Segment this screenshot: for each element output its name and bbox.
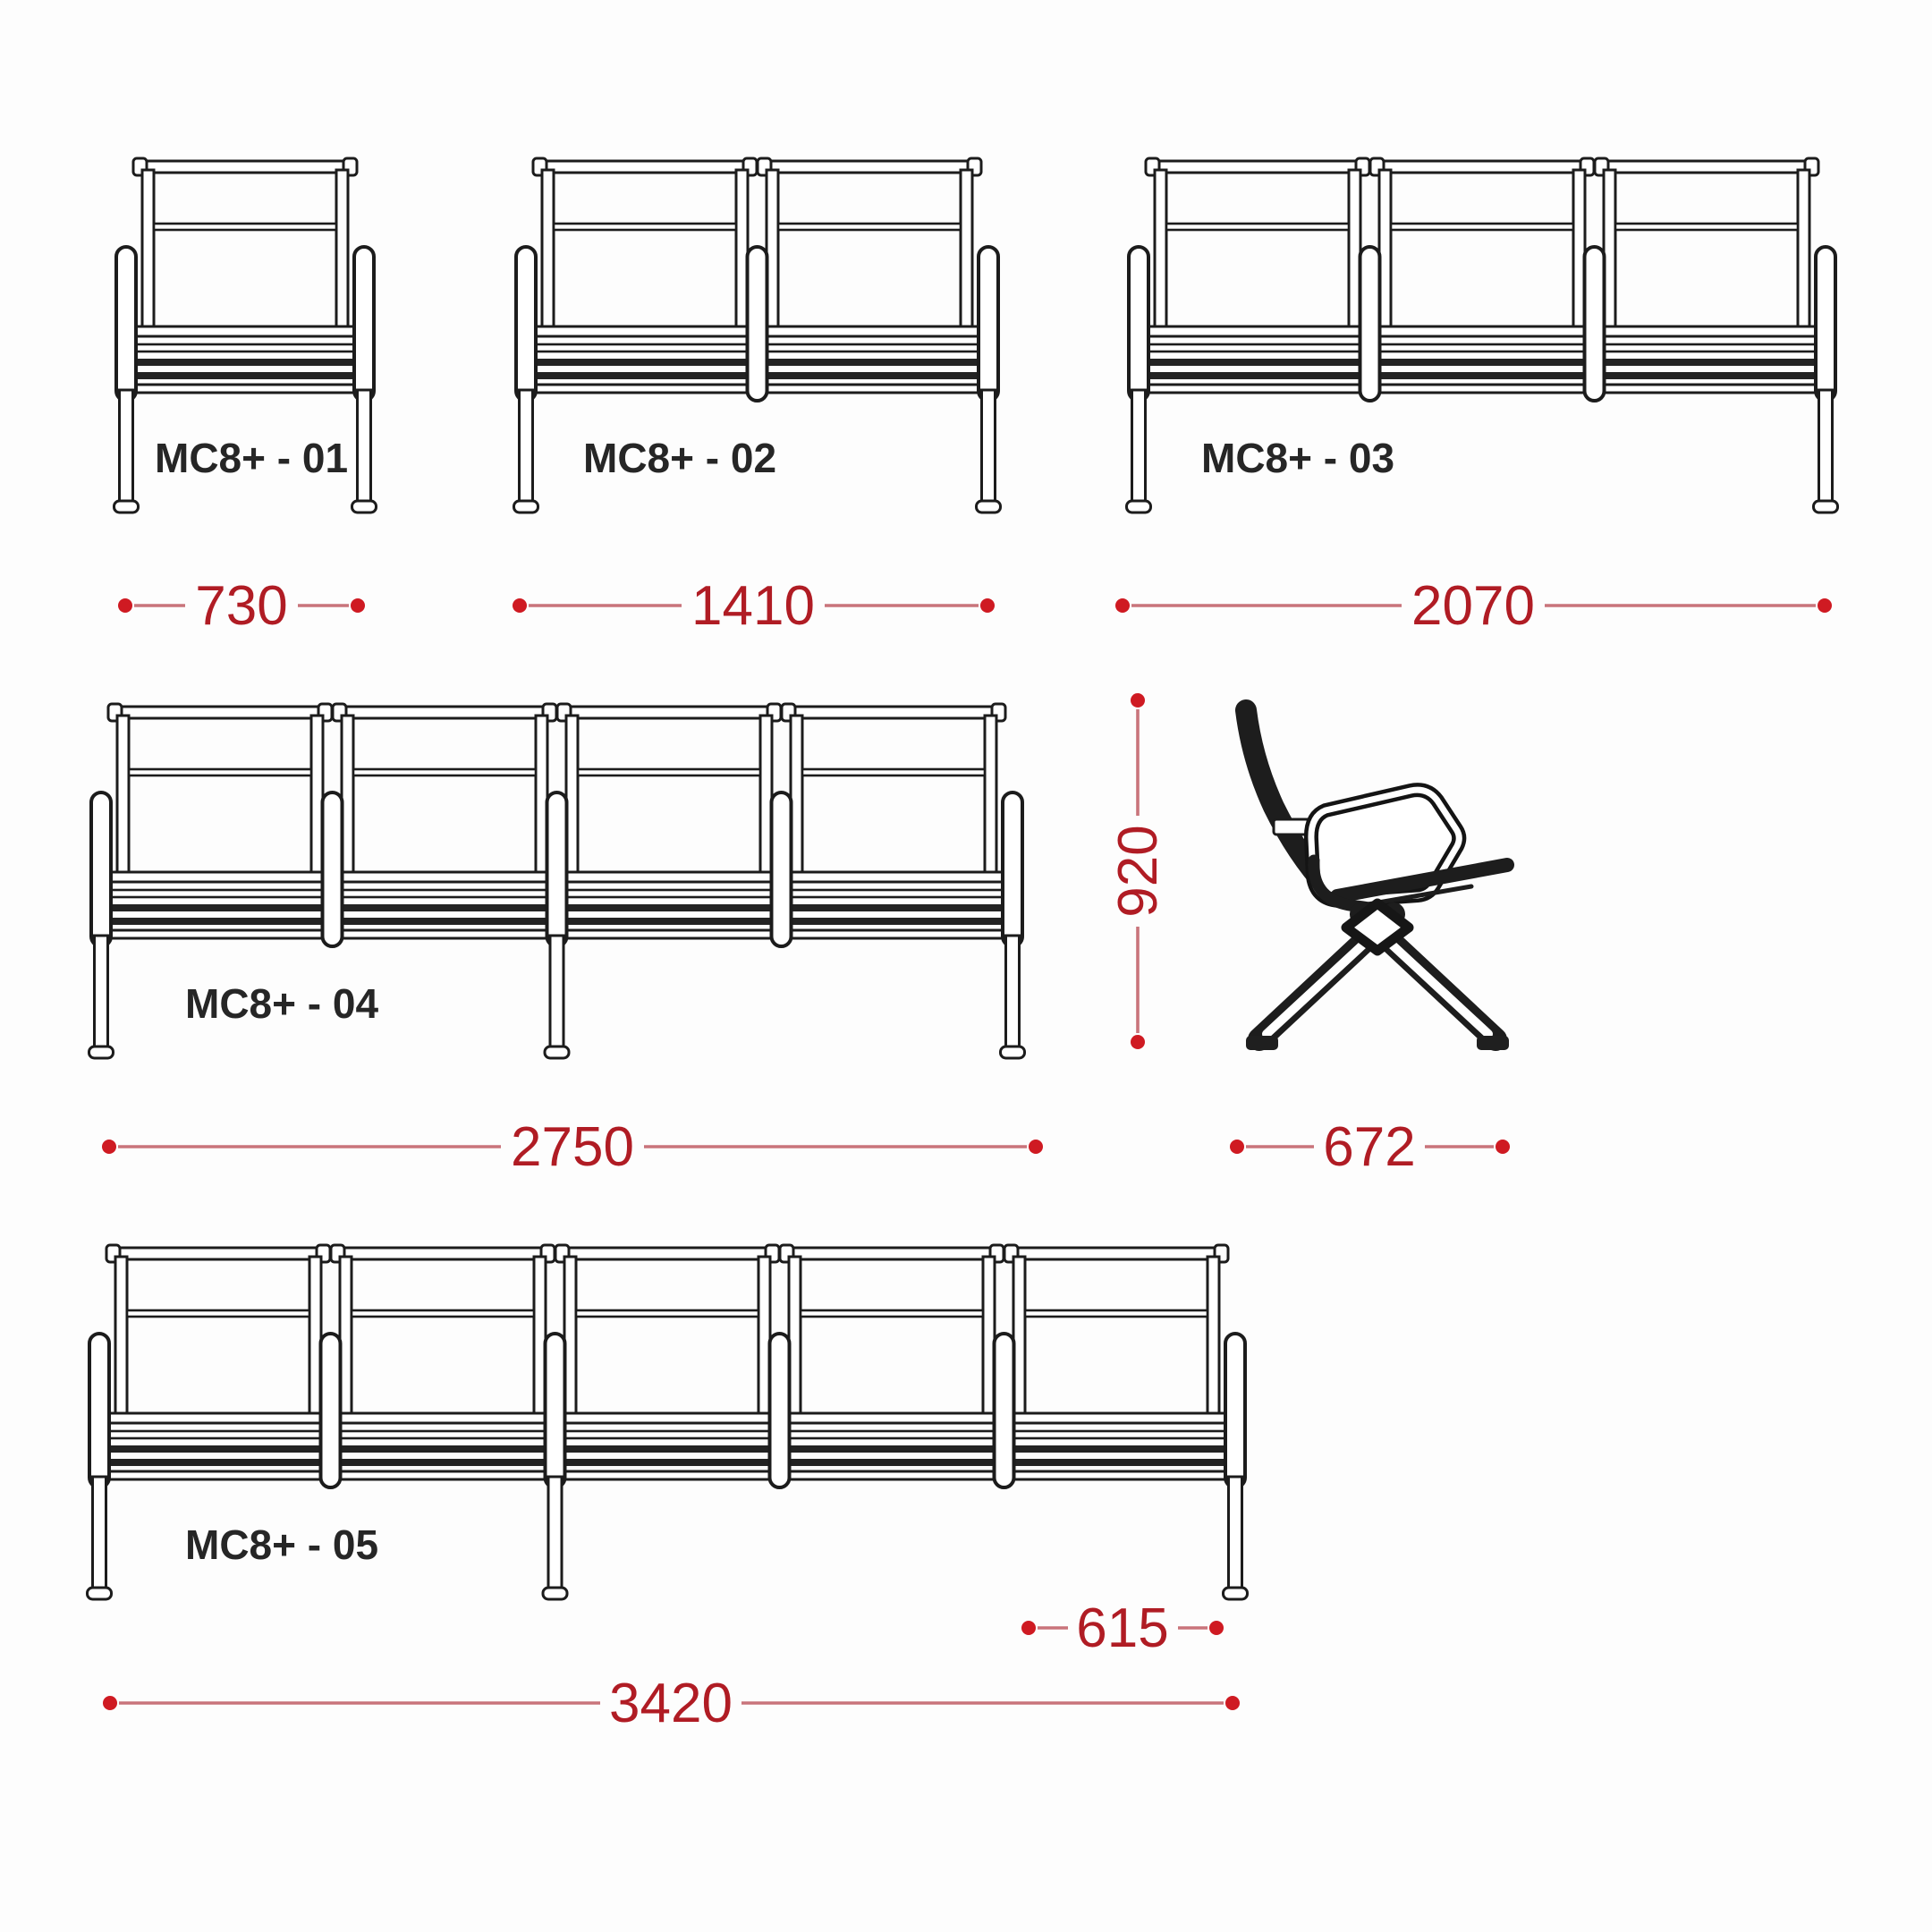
dim-dot <box>103 1696 117 1710</box>
dim-dot <box>513 598 527 613</box>
base-foot-front <box>1246 1036 1278 1050</box>
dimension-730 <box>118 575 365 637</box>
bench-front-4seat <box>89 704 1025 1058</box>
model-label: MC8+ - 03 <box>1201 435 1395 481</box>
beam-rail <box>116 385 372 393</box>
beam-rail <box>1129 344 1835 352</box>
beam-rails <box>89 1413 1245 1479</box>
dim-dot <box>1230 1140 1244 1154</box>
seat-module <box>333 704 556 875</box>
seat-module <box>1370 158 1594 329</box>
seat-module <box>555 1245 779 1416</box>
dim-value: 3420 <box>609 1673 733 1734</box>
armrest-left <box>116 247 136 401</box>
dim-dot <box>1209 1621 1224 1635</box>
dim-value: 2750 <box>511 1116 634 1178</box>
leg-left <box>89 936 114 1058</box>
dim-dot <box>1131 693 1145 708</box>
armrest-right <box>1003 792 1022 946</box>
dim-value: 1410 <box>691 575 815 637</box>
armrest-middle <box>321 1334 341 1487</box>
x-base <box>1246 903 1509 1050</box>
bench-front-5seat <box>88 1245 1248 1599</box>
dim-dot <box>1131 1035 1145 1049</box>
dimension-3420 <box>103 1673 1240 1734</box>
leg-left <box>88 1477 112 1599</box>
armrest-left <box>516 247 536 401</box>
model-label: MC8+ - 05 <box>185 1521 379 1568</box>
armrest-right <box>1225 1334 1245 1487</box>
dimension-615 <box>1021 1597 1224 1659</box>
dim-dot <box>1029 1140 1043 1154</box>
seat-module <box>557 704 781 875</box>
dimension-672 <box>1230 1116 1510 1178</box>
beam-rail <box>1129 385 1835 393</box>
armrest-left <box>91 792 111 946</box>
leg-right <box>1001 936 1025 1058</box>
armrest-middle <box>1360 247 1380 401</box>
leg-middle <box>545 936 569 1058</box>
leg-left <box>1127 390 1151 513</box>
leg-left <box>114 390 139 513</box>
armrest-middle <box>770 1334 790 1487</box>
beam-bar-dark <box>89 1445 1245 1453</box>
dim-dot <box>1225 1696 1240 1710</box>
chair-side-view <box>1246 710 1509 1050</box>
model-label: MC8+ - 04 <box>185 980 379 1027</box>
dim-dot <box>102 1140 116 1154</box>
armrest-middle <box>772 792 792 946</box>
armrest-middle <box>748 247 767 401</box>
dim-dot <box>351 598 365 613</box>
dimension-920-vertical <box>1107 693 1169 1049</box>
leg-right <box>1814 390 1838 513</box>
beam-rail <box>89 1431 1245 1438</box>
leg-right <box>977 390 1001 513</box>
leg-right <box>352 390 377 513</box>
seat-module <box>331 1245 555 1416</box>
seat-module <box>780 1245 1004 1416</box>
bench-front-2seat <box>514 158 1001 513</box>
dim-dot <box>1115 598 1130 613</box>
dim-dot <box>1496 1140 1510 1154</box>
bench-front-1seat <box>114 158 377 513</box>
beam-rail <box>1129 326 1835 336</box>
armrest-middle <box>547 792 567 946</box>
beam-rails <box>1129 326 1835 393</box>
bench-front-3seat <box>1127 158 1838 513</box>
beam-rail <box>116 344 372 352</box>
leg-middle <box>543 1477 567 1599</box>
base-foot-rear <box>1477 1036 1509 1050</box>
dim-value: 730 <box>195 575 288 637</box>
armrest-middle <box>323 792 343 946</box>
seat-module <box>1004 1245 1228 1416</box>
dim-dot <box>1818 598 1832 613</box>
seat-module <box>108 704 332 875</box>
dim-value: 920 <box>1107 825 1169 918</box>
leg-left <box>514 390 538 513</box>
model-label: MC8+ - 02 <box>583 435 777 481</box>
seat-module <box>1595 158 1818 329</box>
beam-rail <box>89 1413 1245 1423</box>
beam-bar-dark <box>1129 372 1835 379</box>
dimension-2750 <box>102 1116 1043 1178</box>
seat-module <box>133 158 357 329</box>
armrest-right <box>979 247 998 401</box>
dim-value: 615 <box>1076 1597 1169 1659</box>
beam-rail <box>89 1471 1245 1479</box>
armrest-left <box>89 1334 109 1487</box>
beam-bar-dark <box>89 1459 1245 1466</box>
beam-bar-dark <box>116 372 372 379</box>
armrest-left <box>1129 247 1148 401</box>
dim-dot <box>118 598 132 613</box>
dim-dot <box>1021 1621 1036 1635</box>
dim-value: 2070 <box>1411 575 1535 637</box>
beam-bar-dark <box>1129 359 1835 366</box>
beam-rails <box>116 326 372 393</box>
seat-module <box>533 158 757 329</box>
dimension-2070 <box>1115 575 1832 637</box>
armrest-right <box>1816 247 1835 401</box>
armrest-middle <box>995 1334 1014 1487</box>
beam-rail <box>116 326 372 336</box>
seat-module <box>1146 158 1369 329</box>
dimension-1410 <box>513 575 995 637</box>
seat-module <box>758 158 981 329</box>
armrest-middle <box>546 1334 565 1487</box>
beam-bar-dark <box>116 359 372 366</box>
armrest-right <box>354 247 374 401</box>
model-label: MC8+ - 01 <box>155 435 349 481</box>
seat-module <box>106 1245 330 1416</box>
dim-dot <box>980 598 995 613</box>
seat-module <box>782 704 1005 875</box>
dim-value: 672 <box>1323 1116 1416 1178</box>
armrest-middle <box>1585 247 1605 401</box>
leg-right <box>1224 1477 1248 1599</box>
